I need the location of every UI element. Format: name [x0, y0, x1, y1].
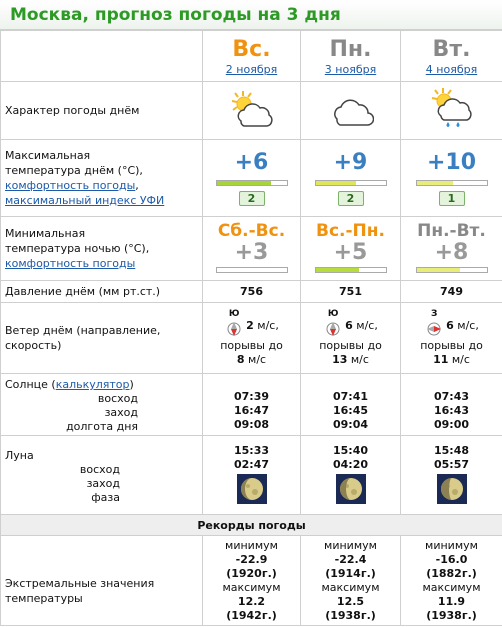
rec-max-label: максимум [321, 580, 380, 594]
wind-speed: 6 [345, 319, 353, 332]
max-temp-row [1, 140, 502, 217]
sunrise-time: 07:43 [433, 389, 469, 403]
wind-label: Ветер днём (направление, скорость) [1, 303, 203, 374]
rec-min-label: минимум [324, 538, 377, 552]
sun-row [1, 374, 502, 436]
comfort-link[interactable]: комфортность погоды [5, 257, 136, 270]
wind-direction: Ю [327, 309, 339, 319]
night-comfort-bar [216, 267, 288, 273]
night-comfort-bar-fill [316, 268, 359, 272]
moon-row [1, 436, 502, 515]
rec-min-year: (1882г.) [426, 566, 477, 580]
night-name: Вс.-Пн. [316, 221, 385, 241]
uv-badge: 2 [239, 191, 265, 206]
weather-label: Характер погоды днём [1, 82, 203, 140]
forecast-table [0, 30, 502, 626]
sunrise-label: восход [97, 392, 138, 405]
daylen-value: 09:08 [233, 417, 269, 431]
records-header-row [1, 515, 502, 536]
rec-min-value: -22.9 [235, 552, 268, 566]
wind-direction: З [430, 309, 438, 319]
rec-max-label: максимум [422, 580, 481, 594]
max-temp-label-1: Максимальная [5, 149, 91, 162]
rec-max-value: 12.5 [336, 594, 365, 608]
night-temp: +3 [234, 240, 269, 265]
wind-compass-icon [323, 309, 343, 339]
comfort-bar [416, 180, 488, 186]
moonset-label: заход [86, 477, 120, 490]
wind-speed: 2 [246, 319, 254, 332]
wind-direction: Ю [228, 309, 240, 319]
date-link[interactable]: 3 ноября [324, 63, 377, 76]
gust-label: порывы до [420, 339, 483, 352]
moon-phase-icon [336, 474, 366, 504]
moonset-time: 05:57 [433, 457, 469, 471]
moonrise-time: 15:40 [332, 443, 368, 457]
night-name: Пн.-Вт. [417, 221, 486, 241]
moonrise-time: 15:48 [433, 443, 469, 457]
day-name: Пн. [329, 37, 372, 62]
pressure-value: 749 [401, 281, 502, 303]
sunset-time: 16:43 [433, 403, 469, 417]
gust-value: 11 [433, 353, 449, 366]
moon-label: Луна [5, 449, 34, 462]
pressure-value: 756 [203, 281, 301, 303]
rec-max-year: (1938г.) [426, 608, 477, 622]
daylen-value: 09:00 [433, 417, 469, 431]
rec-max-label: максимум [222, 580, 281, 594]
moon-phase-icon [237, 474, 267, 504]
wind-compass-icon [224, 309, 244, 339]
day-header-1 [301, 31, 401, 82]
pressure-value: 751 [301, 281, 401, 303]
moonset-time: 04:20 [332, 457, 368, 471]
sun-cloud-icon [229, 89, 275, 129]
night-temp: +5 [333, 240, 368, 265]
rec-max-value: 11.9 [437, 594, 466, 608]
gust-unit: м/с [451, 353, 470, 366]
daylen-label: долгота дня [66, 420, 138, 433]
day-name: Вт. [432, 37, 471, 62]
rec-min-year: (1914г.) [325, 566, 376, 580]
weather-row [1, 82, 502, 140]
max-temp: +6 [234, 149, 269, 175]
comfort-bar-fill [417, 181, 453, 185]
night-name: Сб.-Вс. [217, 221, 286, 241]
sunrise-time: 07:39 [233, 389, 269, 403]
wind-unit: м/с, [356, 319, 378, 332]
date-link[interactable]: 4 ноября [425, 63, 478, 76]
rec-min-label: минимум [425, 538, 478, 552]
comfort-bar [315, 180, 387, 186]
uv-link[interactable]: максимальный индекс УФИ [5, 194, 165, 207]
moon-phase-icon [437, 474, 467, 504]
comfort-link[interactable]: комфортность погоды [5, 179, 136, 192]
gust-value: 8 [236, 353, 245, 366]
max-temp: +9 [333, 149, 368, 175]
gust-unit: м/с [248, 353, 267, 366]
pressure-label: Давление днём (мм рт.ст.) [1, 281, 203, 303]
date-link[interactable]: 2 ноября [225, 63, 278, 76]
sunset-label: заход [104, 406, 138, 419]
comfort-bar-fill [217, 181, 272, 185]
comma: , [135, 179, 139, 192]
sun-label: Солнце ( [5, 378, 56, 391]
rec-max-value: 12.2 [237, 594, 266, 608]
pressure-row [1, 281, 502, 303]
days-header-row [1, 31, 502, 82]
day-header-2 [401, 31, 502, 82]
min-temp-label-2: температура ночью (°C), [5, 242, 150, 255]
sunrise-time: 07:41 [332, 389, 368, 403]
night-comfort-bar [416, 267, 488, 273]
night-temp: +8 [434, 240, 469, 265]
max-temp: +10 [426, 149, 477, 175]
night-comfort-bar [315, 267, 387, 273]
moonrise-time: 15:33 [233, 443, 269, 457]
uv-badge: 1 [439, 191, 465, 206]
moonrise-label: восход [79, 463, 120, 476]
rec-min-value: -16.0 [435, 552, 468, 566]
moonset-time: 02:47 [233, 457, 269, 471]
cloud-icon [328, 89, 374, 129]
day-header-0 [203, 31, 301, 82]
rec-min-label: минимум [225, 538, 278, 552]
wind-unit: м/с, [257, 319, 279, 332]
sun-cloud-rain-icon [429, 87, 475, 131]
min-temp-label-1: Минимальная [5, 227, 86, 240]
sun-calculator-link[interactable]: калькулятор [55, 378, 130, 391]
comfort-bar-fill [316, 181, 357, 185]
wind-row [1, 303, 502, 374]
rec-max-year: (1942г.) [226, 608, 277, 622]
page-title: Москва, прогноз погоды на 3 дня [0, 0, 502, 30]
wind-speed: 6 [446, 319, 454, 332]
extremes-row [1, 536, 502, 626]
extremes-label: Экстремальные значения температуры [1, 536, 203, 626]
day-name: Вс. [232, 37, 271, 62]
sun-label-close: ) [129, 378, 134, 391]
sunset-time: 16:45 [332, 403, 368, 417]
wind-compass-icon [424, 309, 444, 339]
rec-max-year: (1938г.) [325, 608, 376, 622]
comfort-bar [216, 180, 288, 186]
rec-min-year: (1920г.) [226, 566, 277, 580]
records-header: Рекорды погоды [1, 515, 502, 536]
wind-unit: м/с, [457, 319, 479, 332]
sunset-time: 16:47 [233, 403, 269, 417]
daylen-value: 09:04 [332, 417, 368, 431]
night-comfort-bar-fill [417, 268, 460, 272]
gust-label: порывы до [220, 339, 283, 352]
phase-label: фаза [91, 491, 120, 504]
min-temp-row [1, 217, 502, 281]
gust-unit: м/с [350, 353, 369, 366]
uv-badge: 2 [338, 191, 364, 206]
rec-min-value: -22.4 [334, 552, 367, 566]
max-temp-label-2: температура днём (°C), [5, 164, 143, 177]
gust-label: порывы до [319, 339, 382, 352]
gust-value: 13 [332, 353, 348, 366]
